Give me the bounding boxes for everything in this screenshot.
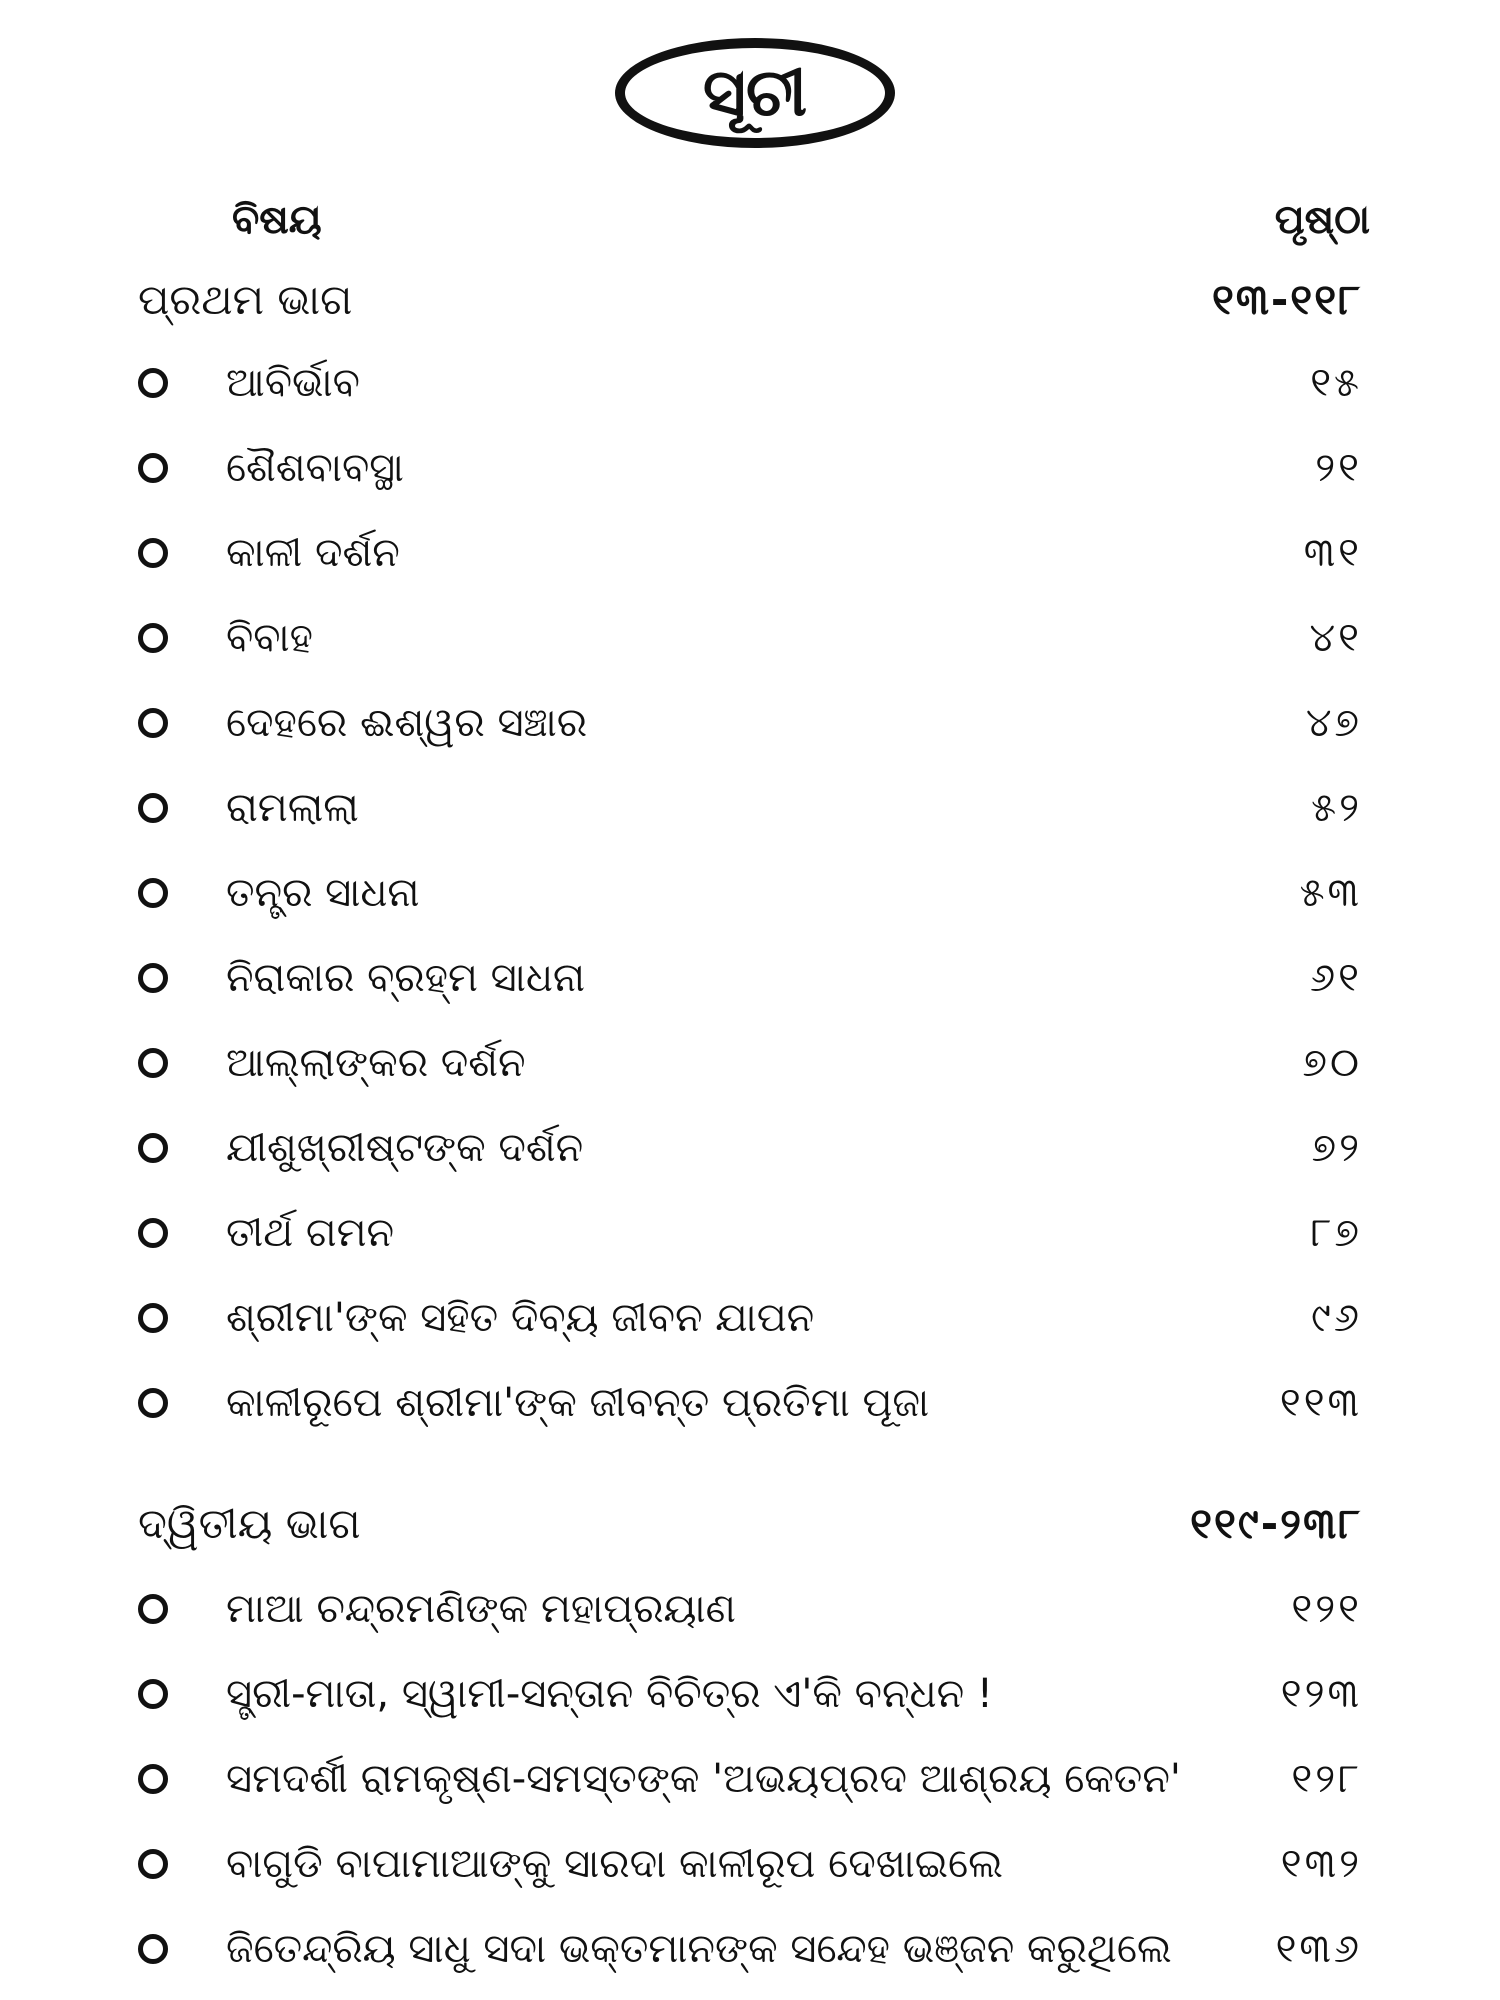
list-item[interactable]	[138, 1275, 1362, 1360]
column-headers	[232, 190, 1370, 250]
item-page: ୮୭	[1310, 1209, 1362, 1256]
item-page: ୧୨୩	[1280, 1670, 1362, 1717]
item-page: ୭୦	[1302, 1039, 1362, 1086]
item-title: ଆଲ୍ଲାଙ୍କର ଦର୍ଶନ	[226, 1039, 526, 1086]
item-title: କାଳୀରୂପେ ଶ୍ରୀମା'ଙ୍କ ଜୀବନ୍ତ ପ୍ରତିମା ପୂଜା	[226, 1379, 930, 1426]
list-item[interactable]	[138, 1736, 1362, 1821]
circle-bullet-icon	[138, 453, 168, 483]
circle-bullet-icon	[138, 1764, 168, 1794]
contents-list-part-2	[138, 1566, 1362, 1991]
section-name: ଦ୍ୱିତୀୟ ଭାଗ	[138, 1499, 361, 1548]
section-header-part-1	[138, 268, 1362, 332]
item-title: ତୀର୍ଥ ଗମନ	[226, 1209, 395, 1256]
item-title: ବାଗୁଡି ବାପାମାଆଙ୍କୁ ସାରଦା କାଳୀରୂପ ଦେଖାଇଲେ	[226, 1840, 1003, 1887]
section-name: ପ୍ରଥମ ଭାଗ	[138, 275, 353, 324]
item-page: ୧୧୩	[1279, 1379, 1362, 1426]
circle-bullet-icon	[138, 708, 168, 738]
list-item[interactable]	[138, 1360, 1362, 1445]
list-item[interactable]	[138, 425, 1362, 510]
circle-bullet-icon	[138, 1679, 168, 1709]
title-oval	[615, 38, 895, 148]
item-title: ଦେହରେ ଈଶ୍ୱର ସଞ୍ଚାର	[226, 699, 588, 746]
list-item[interactable]	[138, 850, 1362, 935]
list-item[interactable]	[138, 1190, 1362, 1275]
item-page: ୧୩୨	[1280, 1840, 1362, 1887]
circle-bullet-icon	[138, 793, 168, 823]
list-item[interactable]	[138, 595, 1362, 680]
item-title: ସମଦର୍ଶୀ ରାମକୃଷ୍ଣ-ସମସ୍ତଙ୍କ 'ଅଭୟପ୍ରଦ ଆଶ୍ରୟ କେତନ'	[226, 1755, 1181, 1802]
item-title: ଆବିର୍ଭାବ	[226, 359, 360, 406]
circle-bullet-icon	[138, 623, 168, 653]
item-page: ୫୩	[1299, 869, 1362, 916]
item-title: ଶୈଶବାବସ୍ଥା	[226, 444, 404, 491]
item-title: ଯୀଶୁଖ୍ରୀଷ୍ଟଙ୍କ ଦର୍ଶନ	[226, 1124, 584, 1171]
item-page: ୧୨୧	[1291, 1585, 1362, 1632]
item-page: ୧୫	[1310, 359, 1362, 406]
item-page: ୭୨	[1311, 1124, 1362, 1171]
circle-bullet-icon	[138, 1048, 168, 1078]
circle-bullet-icon	[138, 1849, 168, 1879]
item-page: ୫୨	[1311, 784, 1362, 831]
item-title: ସ୍ତ୍ରୀ-ମାତା, ସ୍ୱାମୀ-ସନ୍ତାନ ବିଚିତ୍ର ଏ'କି ବନ୍ଧନ !	[226, 1670, 993, 1717]
list-item[interactable]	[138, 680, 1362, 765]
list-item[interactable]	[138, 1566, 1362, 1651]
circle-bullet-icon	[138, 1303, 168, 1333]
page-header: ପୃଷ୍ଠା	[1274, 197, 1370, 243]
list-item[interactable]	[138, 1020, 1362, 1105]
item-title: ବିବାହ	[226, 614, 313, 661]
item-page: ୨୧	[1315, 444, 1362, 491]
circle-bullet-icon	[138, 1133, 168, 1163]
section-page-range: ୧୩-୧୧୮	[1211, 275, 1362, 324]
list-item[interactable]	[138, 1906, 1362, 1991]
item-title: ଜିତେନ୍ଦ୍ରିୟ ସାଧୁ ସଦା ଭକ୍ତମାନଙ୍କ ସନ୍ଦେହ ଭଞ୍ଜନ କରୁଥିଲେ	[226, 1925, 1172, 1972]
circle-bullet-icon	[138, 1934, 168, 1964]
item-page: ୪୧	[1309, 614, 1362, 661]
item-page: ୧୩୬	[1275, 1925, 1362, 1972]
item-page: ୬୧	[1310, 954, 1362, 1001]
item-title: କାଳୀ ଦର୍ଶନ	[226, 529, 400, 576]
circle-bullet-icon	[138, 1388, 168, 1418]
list-item[interactable]	[138, 1651, 1362, 1736]
item-page: ୧୨୮	[1291, 1755, 1362, 1802]
section-header-part-2	[138, 1492, 1362, 1556]
list-item[interactable]	[138, 340, 1362, 425]
list-item[interactable]	[138, 935, 1362, 1020]
section-page-range: ୧୧୯-୨୩୮	[1190, 1499, 1362, 1548]
circle-bullet-icon	[138, 878, 168, 908]
item-title: ଶ୍ରୀମା'ଙ୍କ ସହିତ ଦିବ୍ୟ ଜୀବନ ଯାପନ	[226, 1294, 815, 1341]
item-page: ୯୬	[1311, 1294, 1362, 1341]
circle-bullet-icon	[138, 1218, 168, 1248]
circle-bullet-icon	[138, 1594, 168, 1624]
item-title: ତନ୍ତ୍ର ସାଧନା	[226, 869, 420, 916]
list-item[interactable]	[138, 1105, 1362, 1190]
item-page: ୪୭	[1305, 699, 1362, 746]
list-item[interactable]	[138, 765, 1362, 850]
circle-bullet-icon	[138, 538, 168, 568]
circle-bullet-icon	[138, 368, 168, 398]
subject-header: ବିଷୟ	[232, 197, 322, 243]
list-item[interactable]	[138, 510, 1362, 595]
list-item[interactable]	[138, 1821, 1362, 1906]
item-title: ରାମଲାଲା	[226, 784, 359, 831]
circle-bullet-icon	[138, 963, 168, 993]
item-title: ନିରାକାର ବ୍ରହ୍ମ ସାଧନା	[226, 954, 586, 1001]
contents-list-part-1	[138, 340, 1362, 1445]
page-title: ସୂଚୀ	[702, 54, 808, 131]
item-title: ମାଆ ଚନ୍ଦ୍ରମଣିଙ୍କ ମହାପ୍ରୟାଣ	[226, 1585, 736, 1632]
item-page: ୩୧	[1303, 529, 1362, 576]
